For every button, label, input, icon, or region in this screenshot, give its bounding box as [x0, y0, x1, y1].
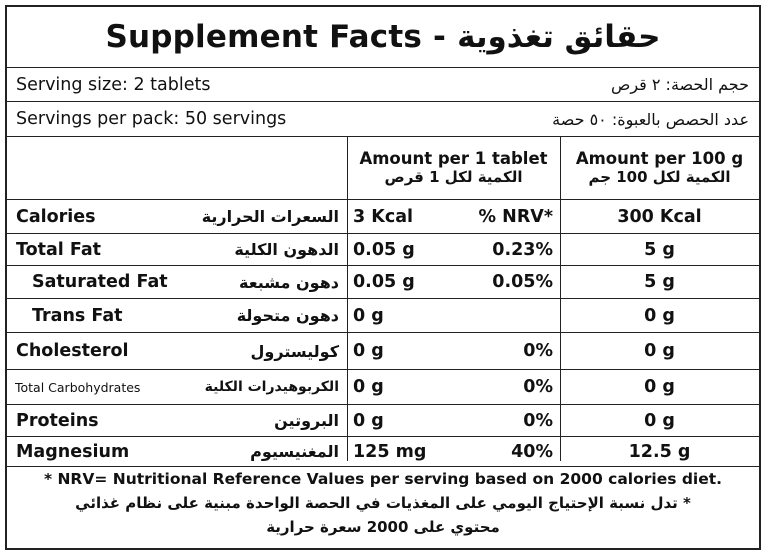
per-tablet-header — [347, 137, 560, 199]
nutrient-label-ar: المغنيسيوم — [250, 442, 339, 461]
nutrient-per-tablet: 0 g — [353, 377, 384, 397]
nutrient-label-en: Total Fat — [16, 239, 102, 260]
nutrient-nrv: 0% — [523, 377, 553, 397]
servings-per-pack-row — [7, 102, 759, 137]
nutrient-label-ar: دهون متحولة — [236, 306, 339, 325]
nutrient-label-en: Total Carbohydrates — [15, 379, 141, 395]
nutrient-row — [7, 299, 759, 333]
nutrient-row — [7, 266, 759, 299]
nutrient-row — [7, 405, 759, 437]
nutrient-label-en: Cholesterol — [16, 341, 129, 361]
nutrient-nrv: 40% — [511, 441, 553, 462]
nutrient-label-ar: دهون مشبعة — [238, 272, 339, 292]
nutrient-label-ar: كوليسترول — [250, 341, 339, 361]
footnote-ar-line-1: * تدل نسبة الإحتياج اليومي على المغذيات في الحصة الواحدة مبنية على نظام غذائي — [75, 494, 691, 512]
per-100g-header-en: Amount per 100 g — [575, 149, 744, 168]
nrv-header: % NRV* — [478, 206, 553, 227]
nutrient-label-ar: البروتين — [274, 411, 339, 430]
nutrient-row — [7, 333, 759, 370]
nutrient-per-100g: 0 g — [644, 305, 675, 326]
supplement-facts-panel — [5, 5, 761, 550]
calories-label-ar: السعرات الحرارية — [201, 207, 339, 226]
footnote-ar-line-2: محتوي على 2000 سعرة حرارية — [266, 518, 500, 536]
nutrient-per-100g: 0 g — [644, 377, 675, 397]
nutrient-per-100g: 0 g — [644, 341, 675, 361]
nutrient-label-en: Proteins — [16, 410, 99, 431]
servings-per-pack-en: Servings per pack: 50 servings — [16, 109, 287, 129]
nutrient-row — [7, 370, 759, 405]
per-tablet-header-en: Amount per 1 tablet — [359, 149, 548, 168]
nutrient-per-tablet: 0.05 g — [353, 239, 415, 260]
per-100g-header-ar: الكمية لكل 100 جم — [588, 168, 731, 186]
nutrient-per-tablet: 0.05 g — [353, 272, 415, 292]
per-100g-header — [560, 137, 759, 199]
servings-per-pack-ar: عدد الحصص بالعبوة: ٥٠ حصة — [552, 109, 749, 129]
nutrient-label-ar: الكربوهيدرات الكلية — [204, 379, 339, 395]
nutrient-per-100g: 12.5 g — [628, 441, 691, 462]
nutrient-per-tablet: 0 g — [353, 341, 384, 361]
nutrient-label-en: Saturated Fat — [32, 272, 168, 292]
nutrient-per-tablet: 0 g — [353, 305, 384, 326]
calories-label-en: Calories — [16, 206, 96, 227]
footnote-en: * NRV= Nutritional Reference Values per serving based on 2000 calories diet. — [43, 470, 723, 488]
calories-per-tablet: 3 Kcal — [353, 206, 414, 227]
serving-size-row — [7, 68, 759, 102]
nutrient-per-100g: 0 g — [644, 410, 675, 431]
nutrient-label-en: Magnesium — [16, 441, 130, 462]
nutrient-label-en: Trans Fat — [32, 305, 123, 326]
calories-row — [7, 200, 759, 234]
per-tablet-header-ar: الكمية لكل 1 قرص — [384, 168, 523, 186]
serving-size-ar: حجم الحصة: ٢ قرص — [610, 75, 749, 94]
divider-label-column — [347, 137, 348, 461]
column-header-row — [7, 137, 759, 200]
nutrient-nrv: 0% — [523, 341, 553, 361]
nutrient-nrv: 0.23% — [492, 239, 553, 260]
serving-size-en: Serving size: 2 tablets — [16, 74, 211, 95]
nutrient-per-100g: 5 g — [644, 239, 675, 260]
divider-per-tablet-column — [560, 137, 561, 461]
calories-per-100g: 300 Kcal — [617, 206, 702, 227]
nutrient-nrv: 0.05% — [492, 272, 553, 292]
nutrient-nrv: 0% — [523, 410, 553, 431]
footnote — [7, 461, 759, 548]
nutrient-per-100g: 5 g — [644, 272, 675, 292]
nutrient-label-ar: الدهون الكلية — [234, 240, 339, 259]
nutrient-row — [7, 234, 759, 266]
panel-title: Supplement Facts - حقائق تغذوية — [7, 7, 759, 68]
nutrient-per-tablet: 0 g — [353, 410, 384, 431]
nutrient-per-tablet: 125 mg — [353, 441, 427, 462]
